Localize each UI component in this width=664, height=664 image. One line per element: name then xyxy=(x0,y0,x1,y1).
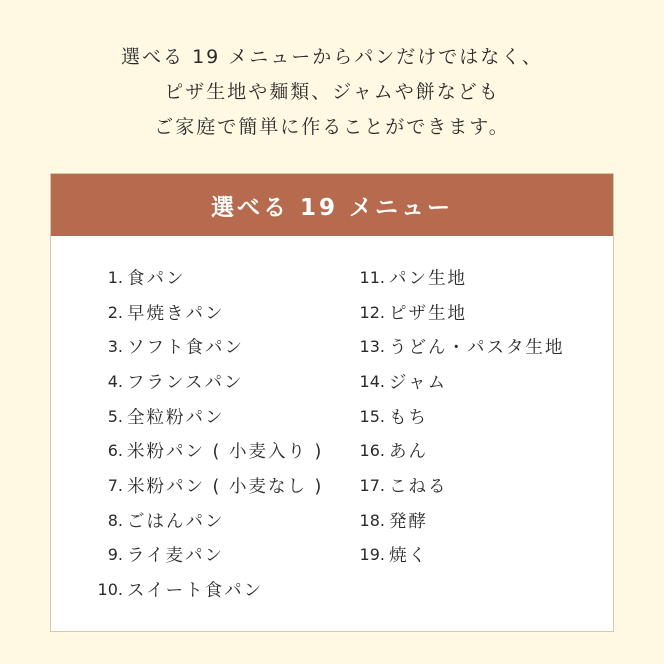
menu-card-title: 選べる 19 メニュー xyxy=(51,174,613,236)
menu-item xyxy=(349,399,565,434)
menu-item-label: 全粒粉パン xyxy=(127,407,225,428)
intro-line: ご家庭で簡単に作ることができます。 xyxy=(154,116,510,138)
menu-card xyxy=(50,173,614,632)
menu-item-number: 2. xyxy=(107,302,123,322)
menu-item xyxy=(349,260,565,295)
menu-item-label: 早焼きパン xyxy=(127,303,225,324)
menu-item-label: ピザ生地 xyxy=(389,303,467,324)
menu-item-number: 16. xyxy=(359,441,385,461)
menu-item xyxy=(349,468,565,503)
menu-item-label: 食パン xyxy=(127,268,186,289)
menu-item-label: パン生地 xyxy=(389,268,467,289)
menu-item xyxy=(87,468,323,503)
menu-list-right xyxy=(349,260,565,572)
menu-item xyxy=(87,260,323,295)
menu-item-number: 15. xyxy=(359,406,385,426)
menu-item xyxy=(349,503,565,538)
menu-item-number: 3. xyxy=(107,337,123,357)
menu-item xyxy=(349,433,565,468)
menu-item xyxy=(87,572,323,607)
menu-item-label: うどん・パスタ生地 xyxy=(389,338,565,359)
menu-item xyxy=(349,295,565,330)
menu-item-label: ライ麦パン xyxy=(127,546,224,567)
menu-item xyxy=(87,295,323,330)
menu-item-label: ごはんパン xyxy=(127,511,225,532)
menu-item-label: こねる xyxy=(389,476,448,497)
menu-item-label: 米粉パン ( 小麦入り ) xyxy=(127,442,324,463)
menu-item xyxy=(87,364,323,399)
menu-item-label: ソフト食パン xyxy=(127,338,244,359)
menu-item-number: 7. xyxy=(107,475,123,495)
menu-list-left xyxy=(87,260,323,607)
menu-item-label: もち xyxy=(389,407,428,428)
menu-item xyxy=(87,329,323,364)
menu-item-number: 9. xyxy=(107,545,123,565)
menu-item xyxy=(87,538,323,573)
intro-line: 選べる 19 メニューからパンだけではなく、 xyxy=(121,46,543,68)
menu-item-number: 5. xyxy=(107,406,123,426)
intro-text xyxy=(0,40,664,145)
menu-item xyxy=(87,399,323,434)
menu-item-label: 焼く xyxy=(389,546,428,567)
menu-item-label: 発酵 xyxy=(389,511,428,532)
menu-item xyxy=(87,503,323,538)
menu-item-number: 8. xyxy=(107,510,123,530)
menu-item-number: 11. xyxy=(359,267,385,287)
menu-item xyxy=(349,364,565,399)
menu-item-label: ジャム xyxy=(389,372,448,393)
menu-item-label: あん xyxy=(389,442,428,463)
menu-item xyxy=(349,329,565,364)
menu-item-label: スイート食パン xyxy=(127,581,264,602)
menu-item-number: 6. xyxy=(107,441,123,461)
menu-item-number: 18. xyxy=(359,510,385,530)
menu-item-label: フランスパン xyxy=(127,372,244,393)
menu-item-number: 1. xyxy=(107,267,123,287)
menu-item-number: 10. xyxy=(97,580,123,600)
menu-item-number: 4. xyxy=(107,371,123,391)
menu-item xyxy=(349,538,565,573)
menu-item-number: 14. xyxy=(359,371,385,391)
intro-line: ピザ生地や麺類、ジャムや餅なども xyxy=(164,81,500,103)
menu-item-number: 17. xyxy=(359,475,385,495)
menu-item-number: 19. xyxy=(359,545,385,565)
menu-item-number: 12. xyxy=(359,302,385,322)
menu-item xyxy=(87,433,323,468)
menu-item-label: 米粉パン ( 小麦なし ) xyxy=(127,476,324,497)
menu-item-number: 13. xyxy=(359,337,385,357)
